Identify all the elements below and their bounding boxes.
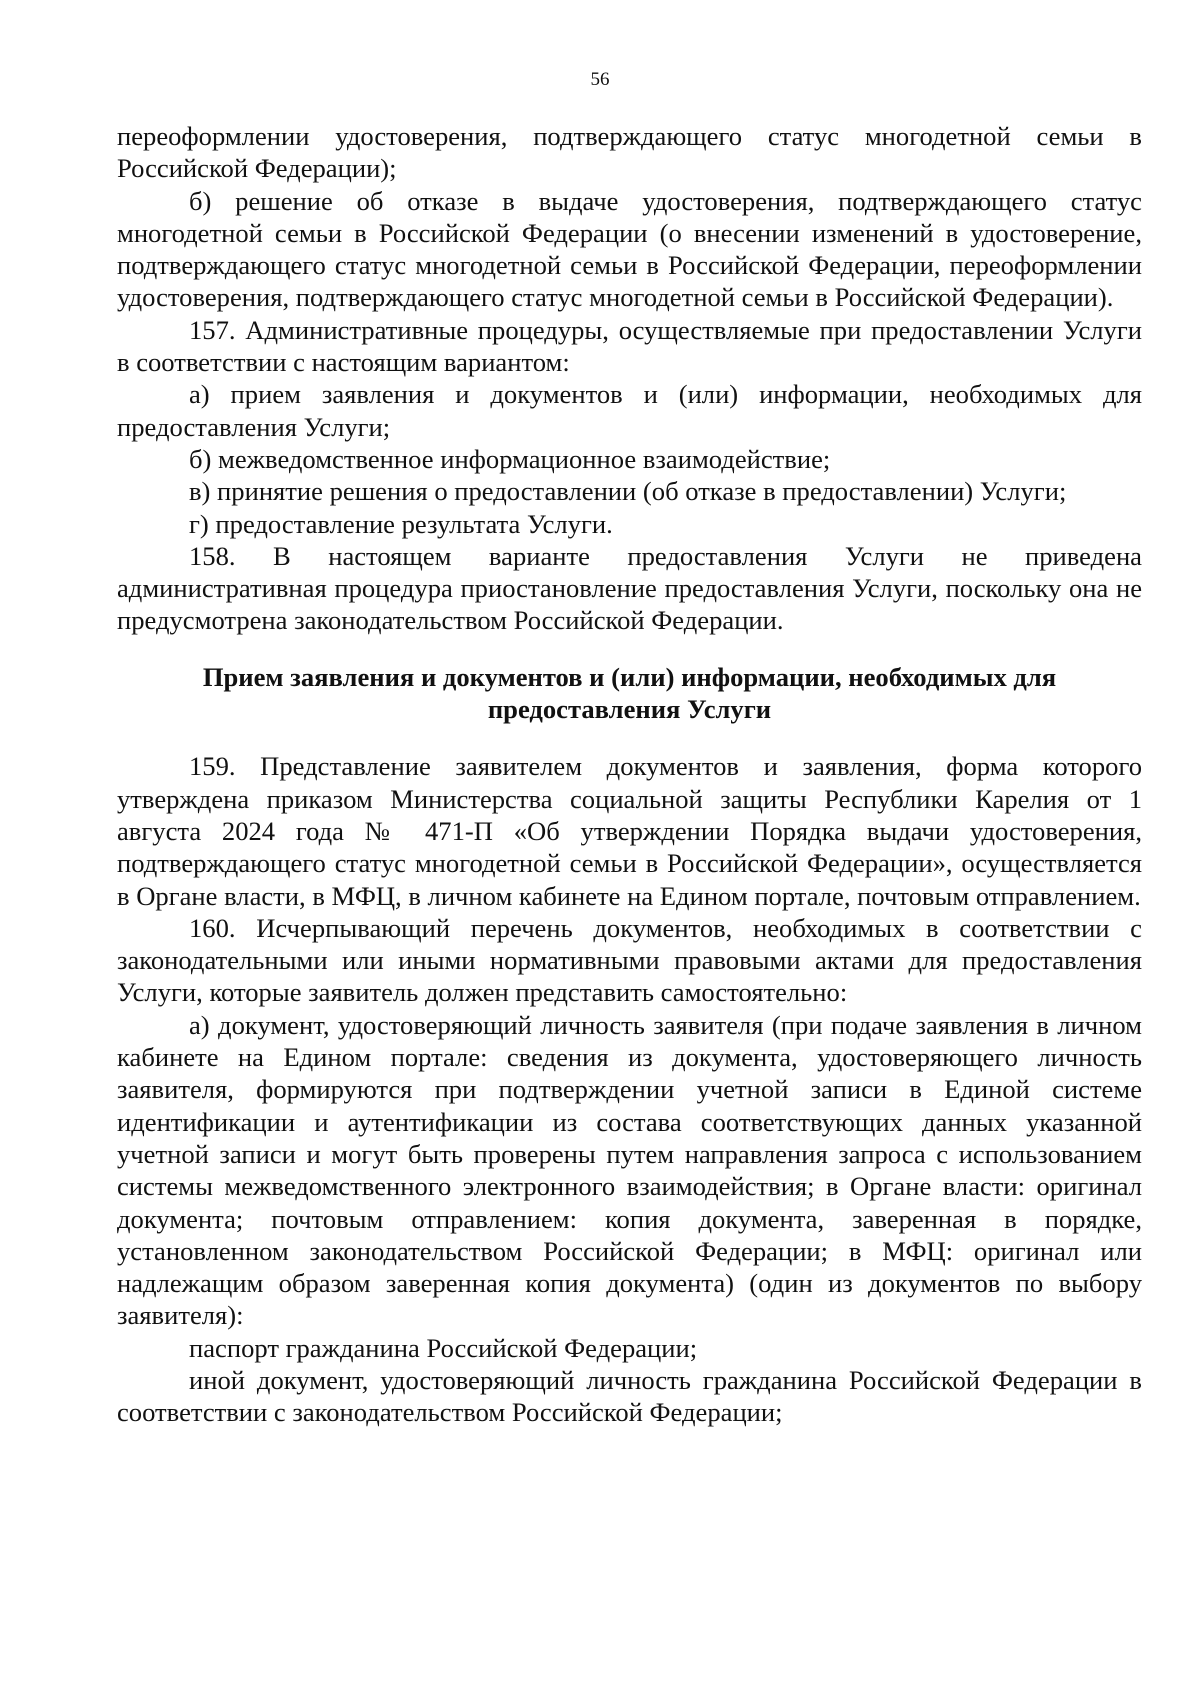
- list-item-b-interaction: б) межведомственное информационное взаимодействие;: [189, 443, 831, 474]
- list-item-a-reception: а) прием заявления и документов и (или) информации, необходимых для предоставления Услуги;: [117, 379, 1142, 442]
- page-number: 56: [590, 69, 610, 90]
- paragraph-157: 157. Административные процедуры, осуществляемые при предоставлении Услуги в соответствии с настоящим вариантом:: [117, 314, 1142, 378]
- list-item-passport: паспорт гражданина Российской Федерации;: [189, 1332, 698, 1363]
- list-item-other-document: иной документ, удостоверяющий личность гражданина Российской Федерации в соответствии с законодательством Российской Федерации;: [117, 1364, 1142, 1428]
- document-body: [117, 120, 1142, 1429]
- paragraph-158: 158. В настоящем варианте предоставления Услуги не приведена административная процедура приостановление предоставления Услуги, поскольку она не предусмотрена законодательством Российской Федерации.: [117, 540, 1142, 636]
- paragraph-159: 159. Представление заявителем документов и заявления, форма которого утверждена приказом Министерства социальной защиты Республики Карелия от 1 августа 2024 года № 471-П «Об утверждении Порядка выдачи удостоверения, подтверждающего статус многодетной семьи в Российской Федерации», осуществляется в Органе власти, в МФЦ, в личном кабинете на Едином портале, почтовым отправлением.: [117, 751, 1142, 911]
- paragraph-160: 160. Исчерпывающий перечень документов, необходимых в соответствии с законодательными или иными нормативными правовыми актами для предоставления Услуги, которые заявитель должен представить самостоятельно:: [117, 912, 1142, 1008]
- paragraph-continuation: переоформлении удостоверения, подтверждающего статус многодетной семьи в Российской Федерации);: [117, 121, 1142, 184]
- list-item-g-result: г) предоставление результата Услуги.: [189, 508, 613, 539]
- list-item-b-refusal: б) решение об отказе в выдаче удостоверения, подтверждающего статус многодетной семьи в Российской Федерации (о внесении изменений в удостоверение, подтверждающего статус многодетной семьи в Российской Федерации, переоформлении удостоверения, подтверждающего статус многодетной семьи в Российской Федерации).: [117, 185, 1142, 313]
- list-item-v-decision: в) принятие решения о предоставлении (об отказе в предоставлении) Услуги;: [189, 476, 1067, 507]
- list-item-a-identity-document: а) документ, удостоверяющий личность заявителя (при подаче заявления в личном кабинете на Едином портале: сведения из документа, удостоверяющего личность заявителя, формируются при подтверждении учетной записи в Единой системе идентификации и аутентификации из состава соответствующих данных указанной учетной записи и могут быть проверены путем направления запроса с использованием системы межведомственного электронного взаимодействия; в Органе власти: оригинал документа; почтовым отправлением: копия документа, заверенная в порядке, установленном законодательством Российской Федерации; в МФЦ: оригинал или надлежащим образом заверенная копия документа) (один из документов по выбору заявителя):: [117, 1009, 1142, 1331]
- section-heading: Прием заявления и документов и (или) информации, необходимых для предоставления Услуги: [202, 661, 1057, 725]
